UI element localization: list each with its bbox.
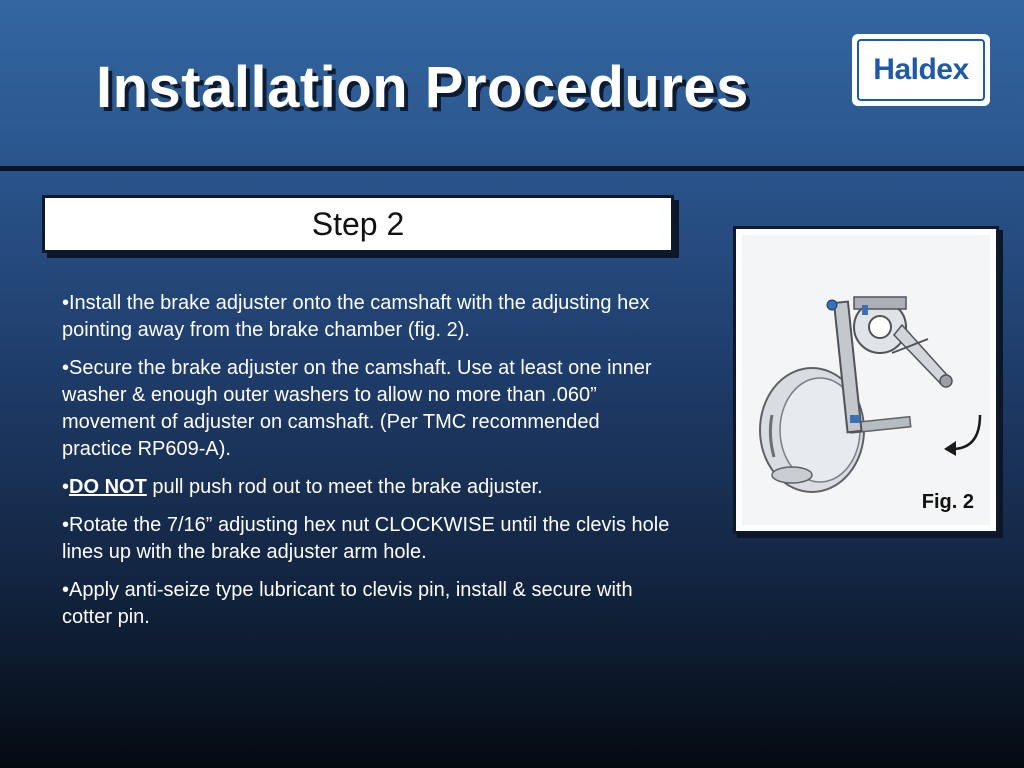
bullet-mark: • [62,476,70,498]
figure-label: Fig. 2 [921,491,974,513]
brake-adjuster-illustration [742,235,990,525]
haldex-logo [852,34,990,106]
step-header [42,195,674,253]
figure-frame [733,226,999,534]
logo-text: Haldex [857,39,985,101]
list-item: •Secure the brake adjuster on the camshaft. Use at least one inner washer & enough outer washers to allow no more than .060” movement of adjuster on camshaft. (Per TMC recommended practice RP609-A). [62,357,652,460]
list-item [62,474,672,501]
step-label: Step 2 [311,205,405,242]
list-item: •Install the brake adjuster onto the camshaft with the adjusting hex pointing away from the brake chamber (fig. 2). [62,292,650,341]
title-divider [0,166,1024,171]
brake-adjuster-diagram [742,235,990,525]
bullet-text: pull push rod out to meet the brake adjuster. [146,476,543,498]
list-item: •Rotate the 7/16” adjusting hex nut CLOCKWISE until the clevis hole lines up with the brake adjuster arm hole. [62,514,670,563]
emphasis-text: DO NOT [69,476,147,498]
list-item: •Apply anti-seize type lubricant to clevis pin, install & secure with cotter pin. [62,579,633,628]
instruction-list [62,290,672,642]
slide-title: Installation Procedures [96,55,749,120]
